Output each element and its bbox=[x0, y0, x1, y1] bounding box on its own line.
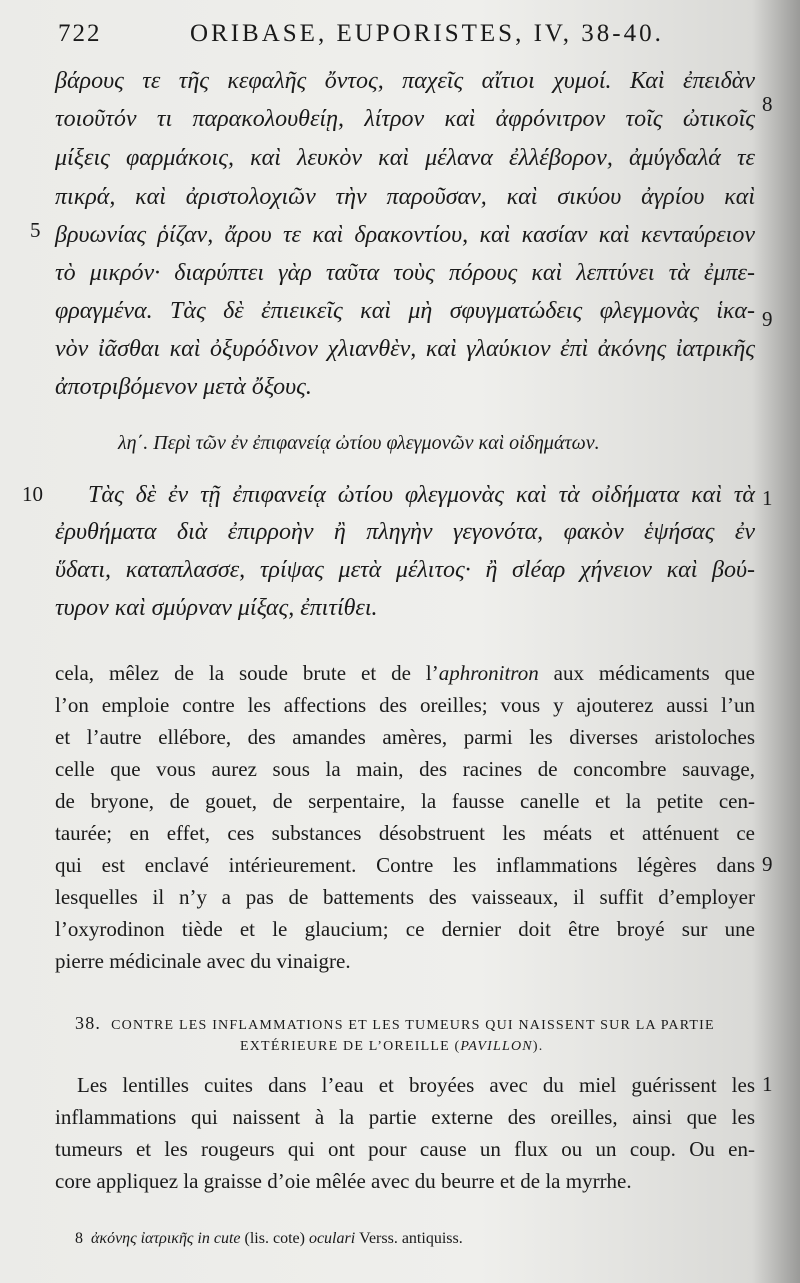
heading-italic: PAVILLON bbox=[460, 1039, 533, 1054]
french-line: lesquelles il n’y a pas de battements des vaisseaux, il suffit d’employer bbox=[55, 885, 755, 909]
greek-line: φραγμένα. Τὰς δὲ ἐπιεικεῖς καὶ μὴ σφυγματώδεις φλεγμονὰς ἱκα- bbox=[55, 298, 755, 324]
footnote-italic: in cute bbox=[197, 1230, 241, 1247]
greek-line: τυρον καὶ σμύρναν μίξας, ἐπιτίθει. bbox=[55, 595, 378, 621]
french-text: aux médicaments que bbox=[538, 661, 755, 685]
french-line: de bryone, de gouet, de serpentaire, la fausse canelle et la petite cen- bbox=[55, 789, 755, 813]
greek-line: πικρά, καὶ ἀριστολοχιῶν τὴν παροῦσαν, καὶ σικύου ἀγρίου καὶ bbox=[55, 184, 755, 210]
margin-note-number: 9 bbox=[762, 307, 773, 331]
line-number: 5 bbox=[30, 218, 41, 242]
heading-line-2: EXTÉRIEURE DE L’OREILLE ( bbox=[240, 1039, 461, 1054]
greek-line: Τὰς δὲ ἐν τῇ ἐπιφανείᾳ ὠτίου φλεγμονὰς καὶ τὰ οἰδήματα καὶ τὰ bbox=[88, 482, 755, 508]
footnote-paren: (lis. cote) bbox=[244, 1230, 305, 1247]
french-line: inflammations qui naissent à la partie externe des oreilles, ainsi que les bbox=[55, 1105, 755, 1129]
greek-line: τὸ μικρόν· διαρύπτει γὰρ ταῦτα τοὺς πόρους καὶ λεπτύνει τὰ ἐμπε- bbox=[55, 260, 755, 286]
greek-line: βάρους τε τῆς κεφαλῆς ὄντος, παχεῖς αἴτιοι χυμοί. Καὶ ἐπειδὰν bbox=[55, 68, 755, 94]
french-section-heading-2 bbox=[240, 1032, 760, 1062]
french-line: tumeurs et les rougeurs qui ont pour cause un flux ou un coup. Ou en- bbox=[55, 1137, 755, 1161]
margin-note-number: 9 bbox=[762, 852, 773, 876]
margin-note-number: 1 bbox=[762, 1072, 773, 1096]
french-line: qui est enclavé intérieurement. Contre les inflammations légères dans bbox=[55, 853, 755, 877]
french-line: celle que vous aurez sous la main, des racines de concombre sauvage, bbox=[55, 757, 755, 781]
page-header bbox=[55, 20, 755, 54]
french-line: core appliquez la graisse d’oie mêlée avec du beurre et de la myrrhe. bbox=[55, 1169, 632, 1193]
section-number: 38. bbox=[75, 1013, 102, 1033]
french-italic-term: aphronitron bbox=[438, 661, 539, 685]
running-title: ORIBASE, EUPORISTES, IV, 38-40. bbox=[190, 20, 664, 47]
french-line bbox=[55, 658, 755, 688]
greek-line: ἀποτριβόμενον μετὰ ὄξους. bbox=[55, 374, 312, 400]
greek-line: τοιοῦτόν τι παρακολουθείῃ, λίτρον καὶ ἀφρόνιτρον τοῖς ὠτικοῖς bbox=[55, 106, 755, 132]
margin-note-number: 1 bbox=[762, 486, 773, 510]
footnote-number: 8 bbox=[75, 1230, 83, 1247]
footnote-italic: oculari bbox=[308, 1230, 356, 1247]
greek-line: ἐρυθήματα διὰ ἐπιρροὴν ἢ πληγὴν γεγονότα, φακὸν ἑψήσας ἐν bbox=[55, 519, 755, 545]
french-text: cela, mêlez de la soude brute et de l’ bbox=[55, 661, 439, 685]
footnote-greek: ἀκόνης ἰατρικῆς bbox=[91, 1230, 194, 1247]
french-line: Les lentilles cuites dans l’eau et broyées avec du miel guérissent les bbox=[77, 1073, 755, 1097]
french-line: l’on emploie contre les affections des oreilles; vous y ajouterez aussi l’un bbox=[55, 693, 755, 717]
greek-line: βρυωνίας ῥίζαν, ἄρου τε καὶ δρακοντίου, καὶ κασίαν καὶ κενταύρειον bbox=[55, 222, 755, 248]
greek-line: ὕδατι, καταπλασσε, τρίψας μετὰ μέλιτος· ἢ σléαρ χήνειον καὶ βού- bbox=[55, 557, 755, 583]
footnote bbox=[75, 1224, 755, 1254]
page-number: 722 bbox=[58, 20, 102, 47]
margin-note-number: 8 bbox=[762, 92, 773, 116]
french-line: pierre médicinale avec du vinaigre. bbox=[55, 949, 351, 973]
footnote-tail: Verss. antiquiss. bbox=[359, 1230, 463, 1247]
line-number: 10 bbox=[22, 482, 43, 506]
greek-section-heading: λη΄. Περὶ τῶν ἐν ἐπιφανείᾳ ὠτίου φλεγμονῶν καὶ οἰδημάτων. bbox=[118, 432, 600, 454]
french-line: taurée; en effet, ces substances désobstruent les méats et atténuent ce bbox=[55, 821, 755, 845]
french-line: et l’autre ellébore, des amandes amères, parmi les diverses aristoloches bbox=[55, 725, 755, 749]
greek-line: νὸν ἰᾶσθαι καὶ ὀξυρόδινον χλιανθὲν, καὶ γλαύκιον ἐπὶ ἀκόνης ἰατρικῆς bbox=[55, 336, 755, 362]
heading-line-1: CONTRE LES INFLAMMATIONS ET LES TUMEURS QUI NAISSENT SUR LA PARTIE bbox=[111, 1018, 715, 1033]
greek-line: μίξεις φαρμάκοις, καὶ λευκὸν καὶ μέλανα ἐλλέβορον, ἀμύγδαλά τε bbox=[55, 145, 755, 171]
heading-line-2-end: ). bbox=[532, 1039, 544, 1054]
french-line: l’oxyrodinon tiède et le glaucium; ce dernier doit être broyé sur une bbox=[55, 917, 755, 941]
